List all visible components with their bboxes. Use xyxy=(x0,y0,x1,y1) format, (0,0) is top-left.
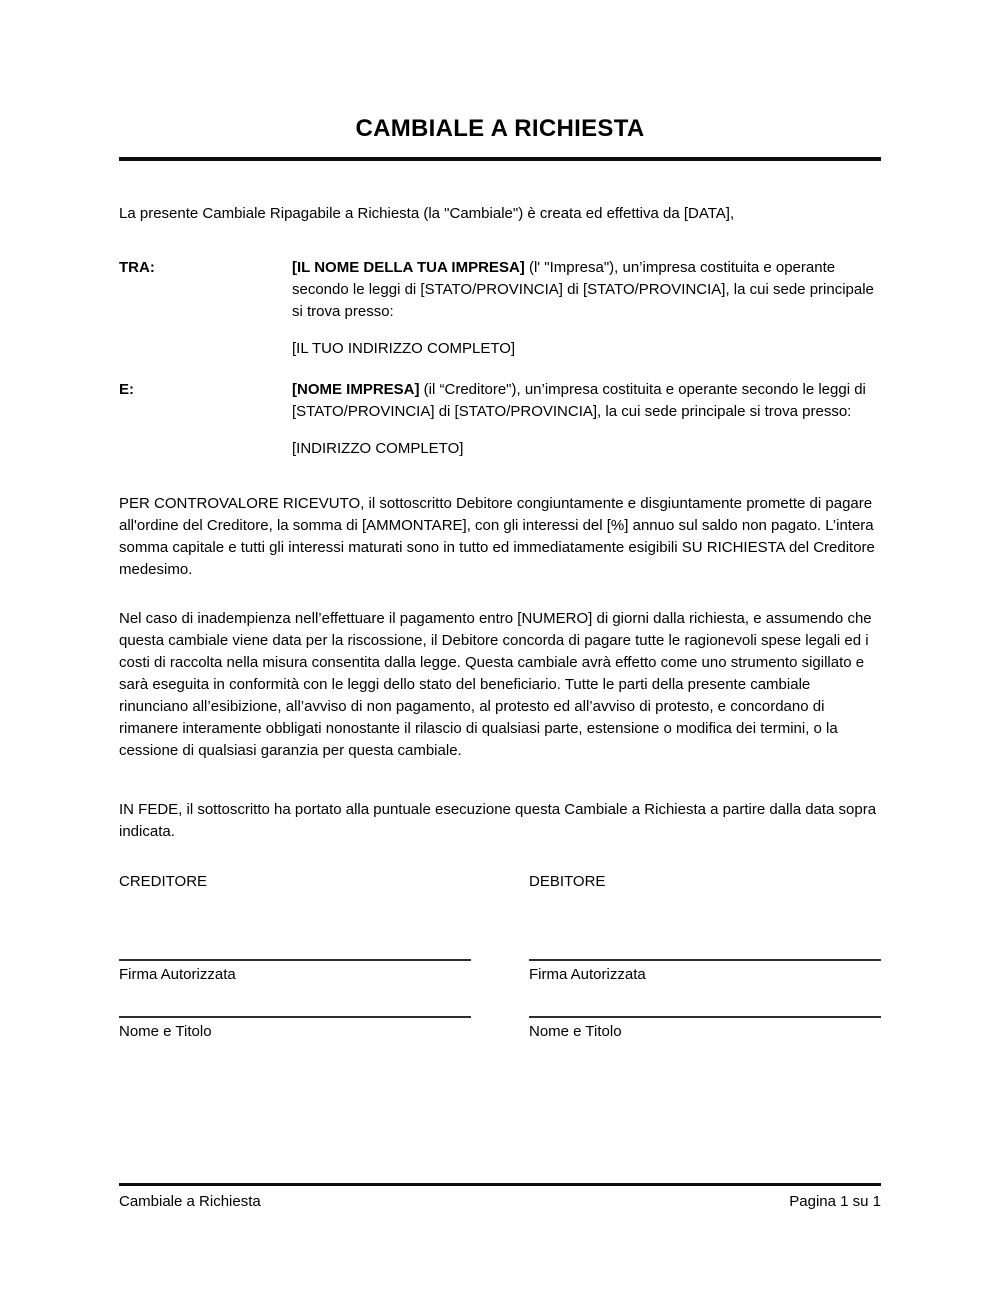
party-label-tra: TRA: xyxy=(119,259,155,276)
party-block-tra xyxy=(119,257,881,360)
party-address-e: [INDIRIZZO COMPLETO] xyxy=(292,440,464,457)
value-clause-paragraph: PER CONTROVALORE RICEVUTO, il sottoscritto Debitore congiuntamente e disgiuntamente promette di pagare all'ordine del Creditore, la somma di [AMMONTARE], con gli interessi del [%] annuo sul saldo non pagato. L’intera somma capitale e tutti gli interessi maturati sono in tutto ed immediatamente esigibili SU RICHIESTA del Creditore medesimo. xyxy=(119,495,875,578)
party-description-text: (l' "Impresa"), un’impresa costituita e operante secondo le leggi di [STATO/PROVINCIA] di [STATO/PROVINCIA], la cui sede principale si trova presso: xyxy=(292,259,874,320)
creditor-name-title-label: Nome e Titolo xyxy=(119,1023,212,1040)
company-name-placeholder: [IL NOME DELLA TUA IMPRESA] xyxy=(292,259,525,276)
creditor-signature-column xyxy=(119,871,471,1043)
intro-paragraph: La presente Cambiale Ripagabile a Richiesta (la "Cambiale") è creata ed effettiva da [DATA], xyxy=(119,205,735,222)
party-description-e xyxy=(292,379,881,423)
party-body-tra xyxy=(292,257,881,360)
company-name-placeholder: [NOME IMPRESA] xyxy=(292,381,420,398)
party-description-tra xyxy=(292,257,881,323)
page-footer xyxy=(119,1183,881,1213)
creditor-signature-label: Firma Autorizzata xyxy=(119,966,236,983)
signature-section xyxy=(119,871,881,1043)
debtor-signature-label: Firma Autorizzata xyxy=(529,966,646,983)
footer-document-title: Cambiale a Richiesta xyxy=(119,1193,261,1210)
footer-page-number: Pagina 1 su 1 xyxy=(789,1193,881,1210)
party-address-tra: [IL TUO INDIRIZZO COMPLETO] xyxy=(292,340,516,357)
party-description-text: (il “Creditore"), un’impresa costituita e operante secondo le leggi di [STATO/PROVINCIA] di [STATO/PROVINCIA], la cui sede principale si trova presso: xyxy=(292,381,866,420)
witness-clause-paragraph: IN FEDE, il sottoscritto ha portato alla puntuale esecuzione questa Cambiale a Richiesta a partire dalla data sopra indicata. xyxy=(119,801,877,840)
creditor-heading: CREDITORE xyxy=(119,873,208,890)
party-block-e xyxy=(119,379,881,460)
debtor-signature-column xyxy=(529,871,881,1043)
debtor-name-title-label: Nome e Titolo xyxy=(529,1023,622,1040)
debtor-heading: DEBITORE xyxy=(529,873,606,890)
default-clause-paragraph: Nel caso di inadempienza nell’effettuare il pagamento entro [NUMERO] di giorni dalla richiesta, e assumendo che questa cambiale viene data per la riscossione, il Debitore concorda di pagare tutte le ragionevoli spese legali ed i costi di raccolta nella misura consentita dalla legge. Questa cambiale avrà effetto come uno strumento sigillato e sarà eseguita in conformità con le leggi dello stato del beneficiario. Tutte le parti della presente cambiale rinunciano all’esibizione, all’avviso di non pagamento, al protesto ed all’avviso di protesto, e concordano di rimanere interamente obbligati nonostante il rilascio di qualsiasi parte, estensione o modifica dei termini, o la cessione di qualsiasi garanzia per questa cambiale. xyxy=(119,610,872,759)
party-label-e: E: xyxy=(119,381,134,398)
document-title: CAMBIALE A RICHIESTA xyxy=(355,115,645,142)
party-body-e xyxy=(292,379,881,460)
title-divider xyxy=(119,157,881,161)
